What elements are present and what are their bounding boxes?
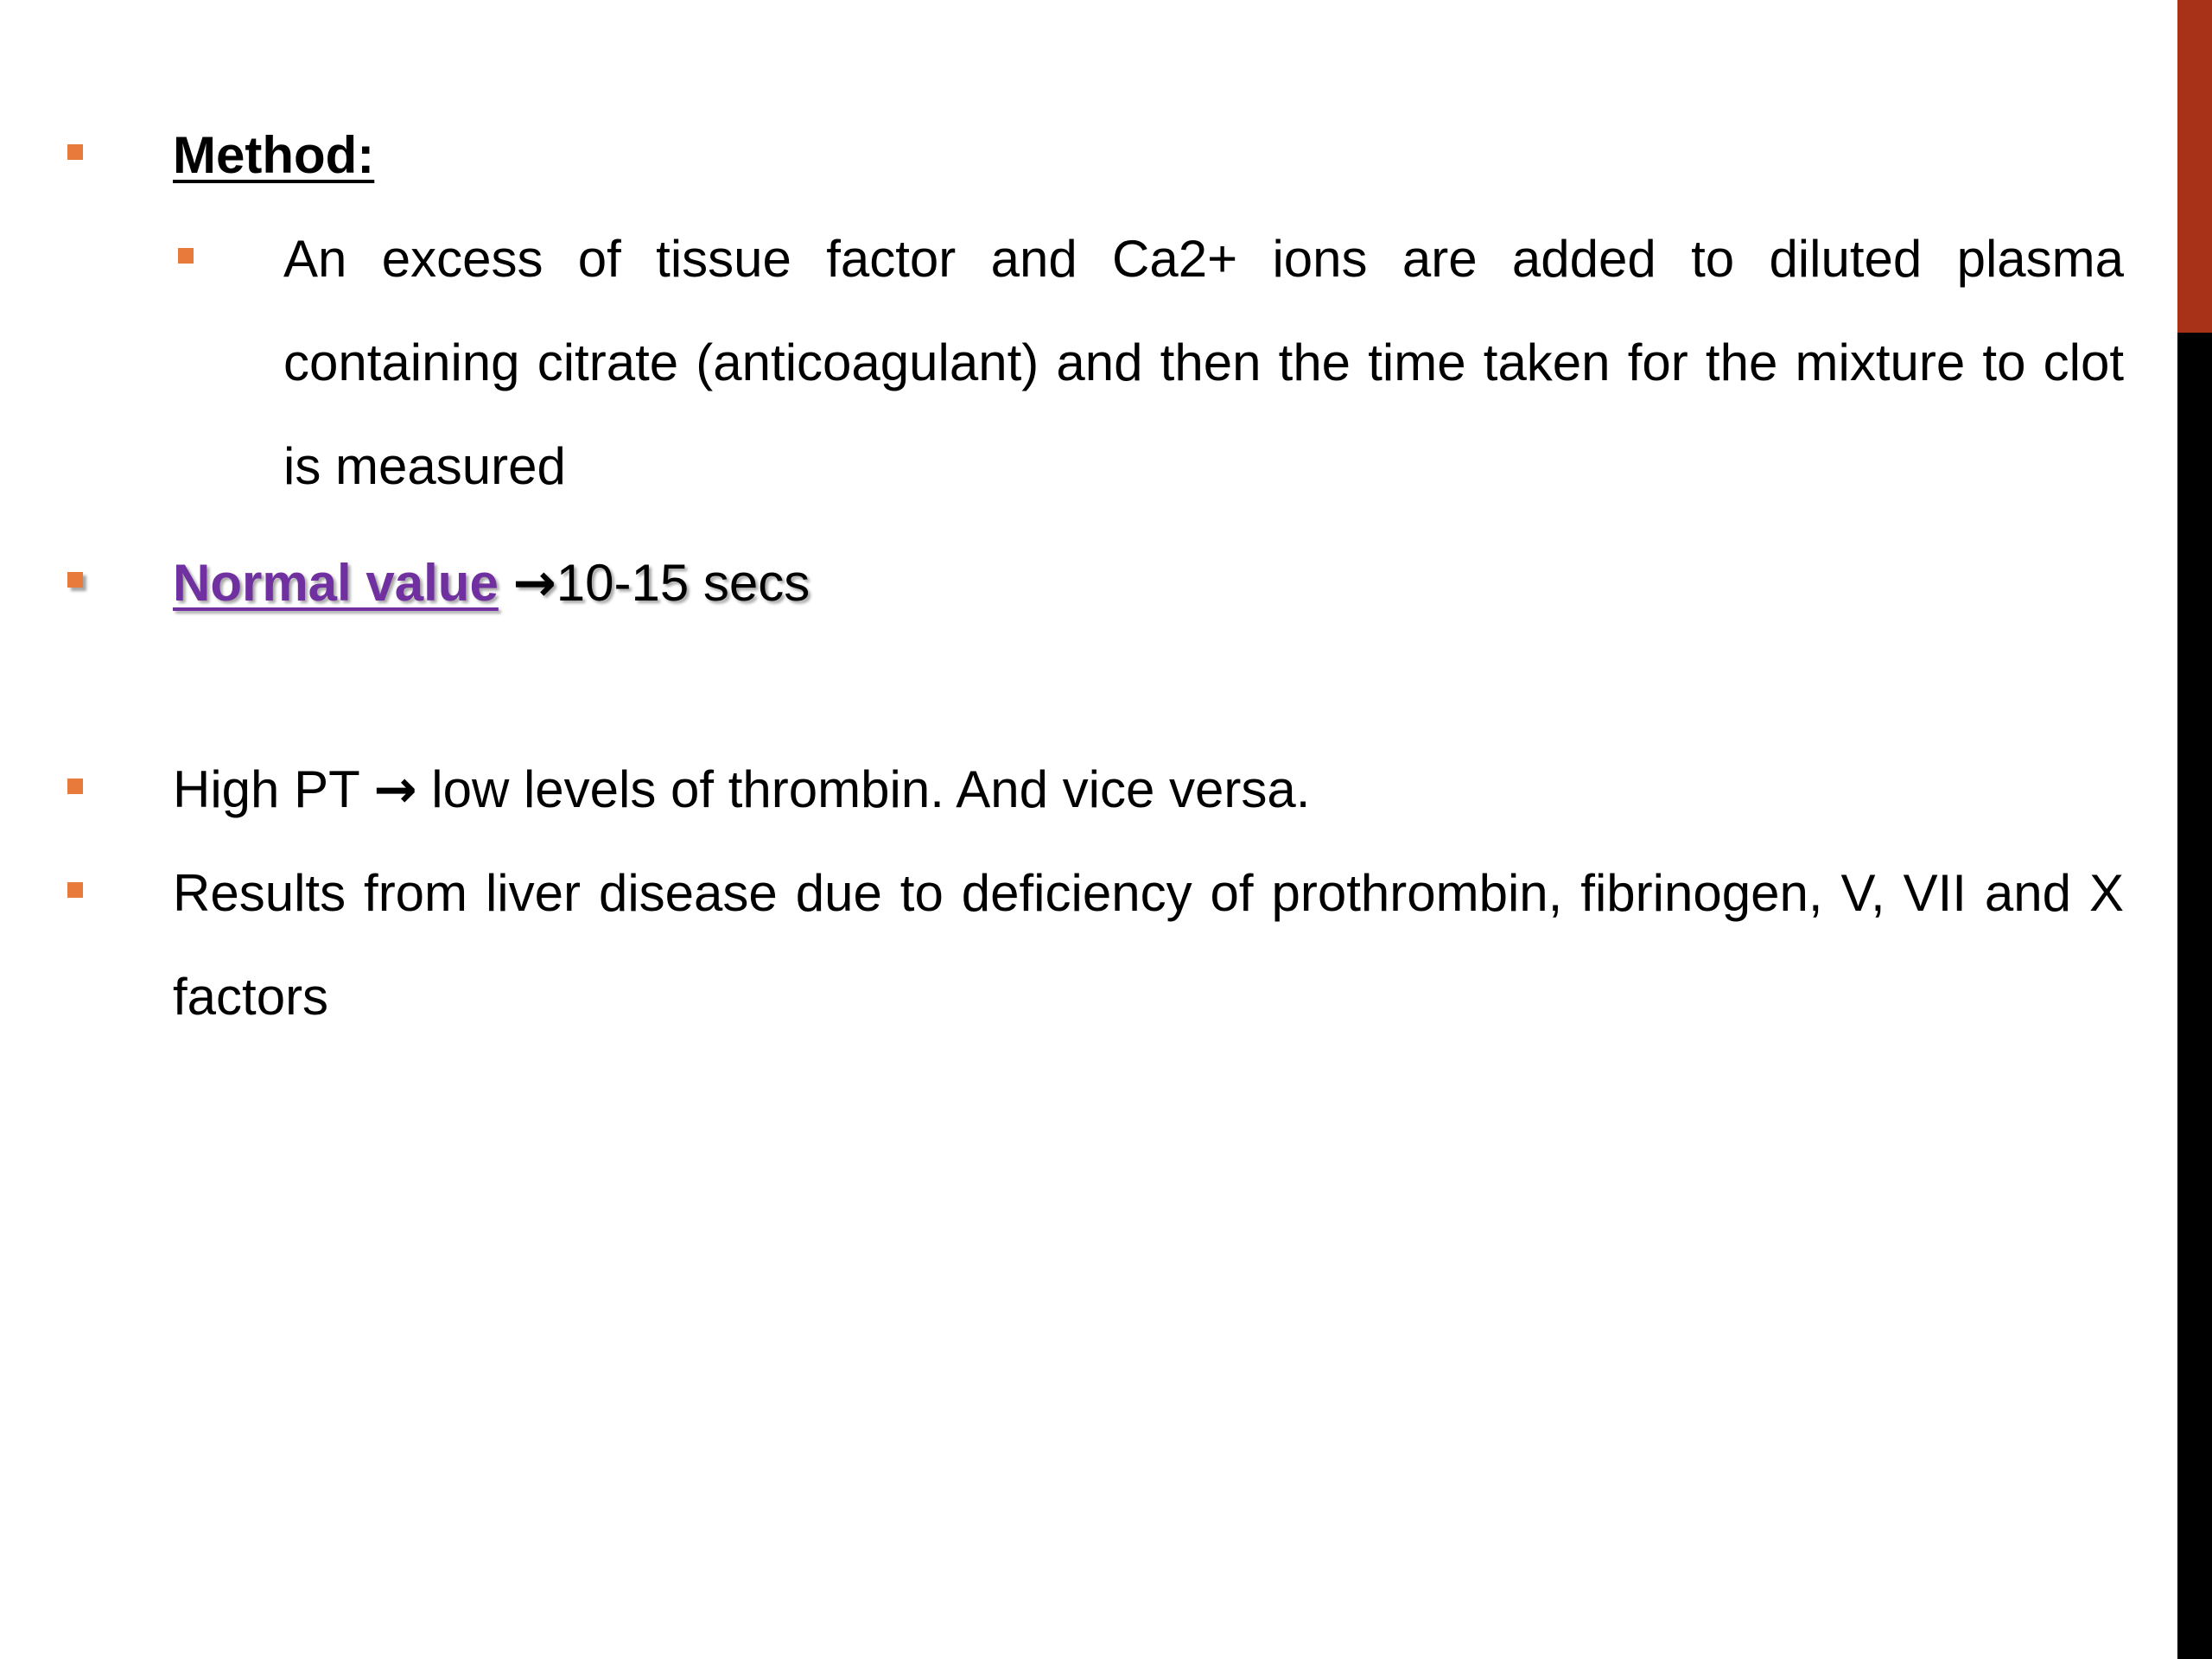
square-bullet-icon bbox=[67, 144, 83, 160]
high-pt-prefix: High PT bbox=[173, 760, 359, 818]
right-arrow-icon: → bbox=[373, 760, 417, 820]
high-pt-suffix: low levels of thrombin. And vice versa. bbox=[431, 760, 1311, 818]
high-pt-line bbox=[173, 738, 1310, 842]
side-bar-accent bbox=[2177, 0, 2212, 333]
normal-value-label: Normal value bbox=[173, 554, 499, 612]
method-description: An excess of tissue factor and Ca2+ ions are added to diluted plasma containing citrate (anticoagulant) and then the time taken for the mixture to clot is measured bbox=[283, 230, 2124, 495]
square-bullet-icon bbox=[67, 779, 83, 794]
square-bullet-icon bbox=[67, 572, 83, 588]
square-bullet-icon bbox=[67, 882, 83, 898]
square-bullet-icon bbox=[178, 248, 194, 264]
normal-value-range: 10-15 secs bbox=[556, 554, 810, 612]
right-arrow-icon: → bbox=[512, 553, 556, 613]
method-heading: Method: bbox=[173, 126, 375, 184]
normal-value-line bbox=[173, 531, 810, 635]
results-text: Results from liver disease due to deficiency of prothrombin, fibrinogen, V, VII and X factors bbox=[173, 864, 2124, 1026]
